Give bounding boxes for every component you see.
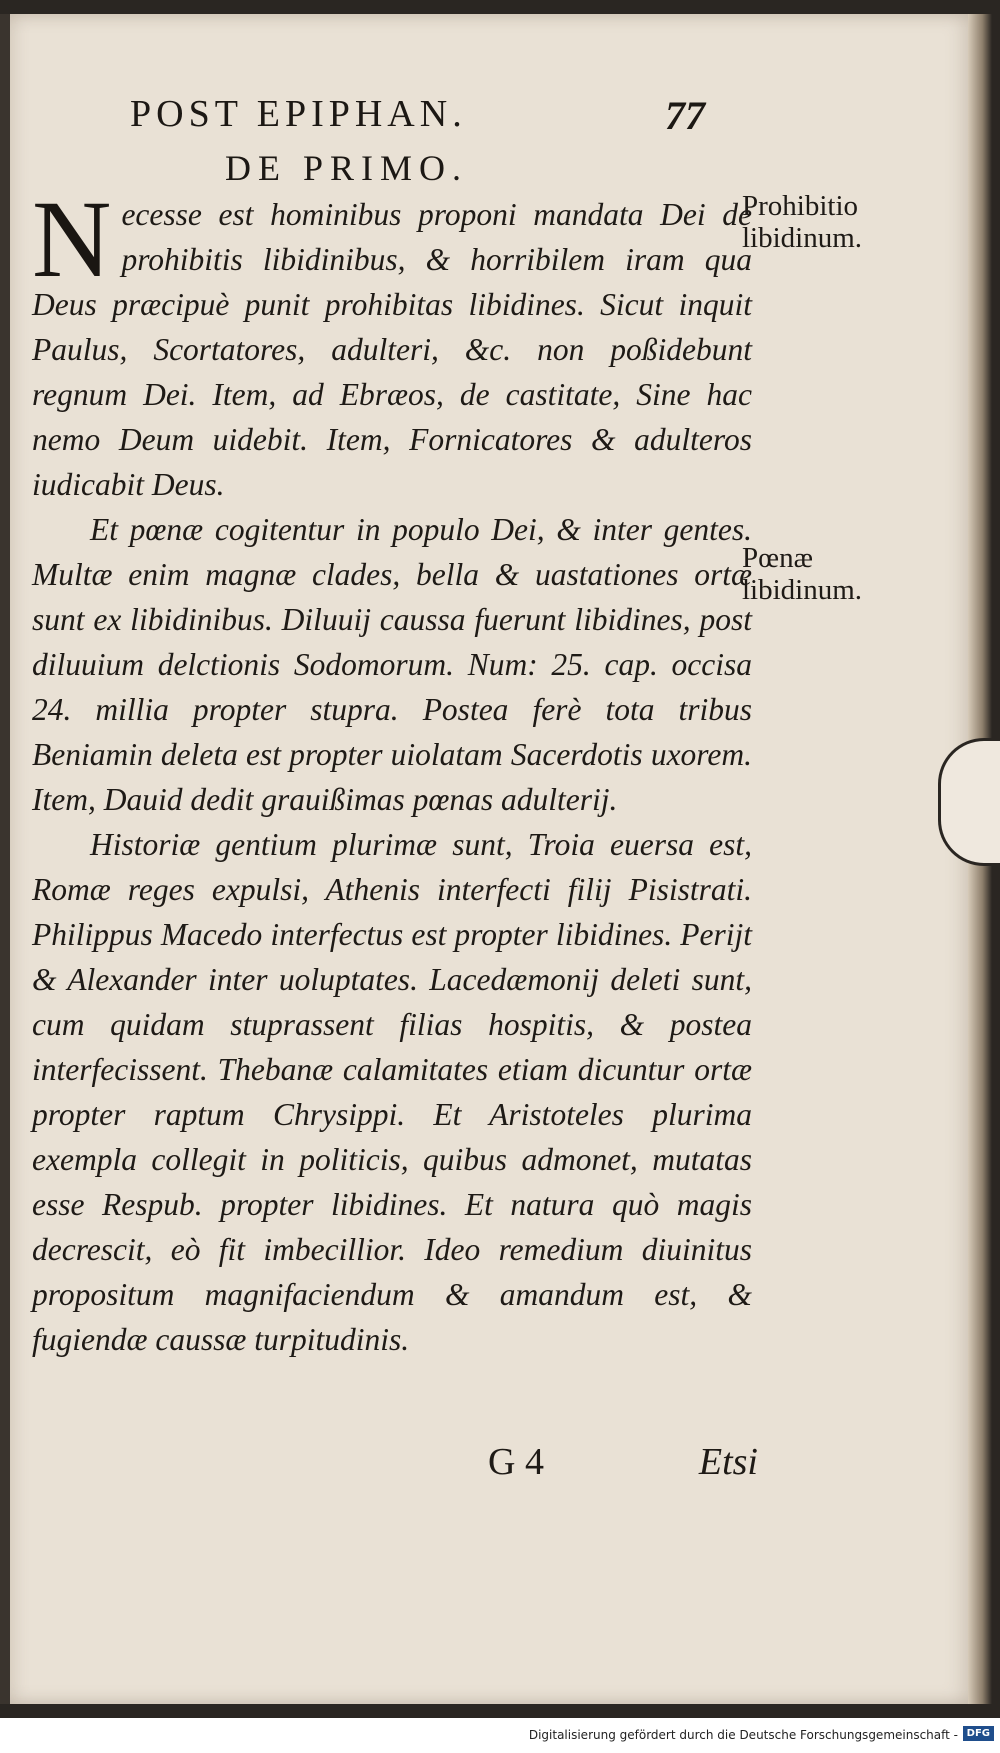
catchword: Etsi	[698, 1441, 758, 1483]
marginal-note-prohibitio: Prohibitio libidinum.	[742, 190, 863, 254]
catchline	[488, 1440, 758, 1484]
attribution-text: Digitalisierung gefördert durch die Deutsche Forschungsgemeinschaft -	[528, 1728, 958, 1742]
paragraph-2: Et pœnæ cogitentur in populo Dei, & inter gentes. Multæ enim magnæ clades, bella & uastationes ortæ sunt ex libidinibus. Diluuij caussa fuerunt libidines, post diluuium delctionis Sodomorum. Num: 25. cap. occisa 24. millia propter stupra. Postea ferè tota tribus Beniamin deleta est propter uiolatam Sacerdotis uxorem. Item, Dauid dedit grauißimas pœnas adulterij.	[32, 512, 752, 817]
signature-mark: G 4	[488, 1441, 544, 1483]
dfg-logo-icon: DFG	[963, 1726, 994, 1741]
running-title: POST EPIPHAN.	[130, 93, 467, 135]
page-number: 77	[665, 93, 705, 138]
main-text-block	[32, 178, 752, 1362]
marginal-note-poenae: Pœnæ libidinum.	[742, 542, 863, 606]
paragraph-3: Historiæ gentium plurimæ sunt, Troia euersa est, Romæ reges expulsi, Athenis interfecti filij Pisistrati. Philippus Macedo interfectus est propter libidines. Perijt & Alexander inter uoluptates. Lacedæmonij deleti sunt, cum quidam stuprassent filias hospitis, & postea interfecissent. Thebanæ calamitates etiam dicuntur ortæ propter raptum Chrysippi. Et Aristoteles plurima exempla collegit in politicis, quibus admonet, mutatas esse Respub. propter libidines. Et natura quò magis decrescit, eò fit imbecillior. Ideo remedium diuinitus propositum magnifaciendum & amandum est, & fugiendæ caussæ turpitudinis.	[32, 827, 752, 1357]
paragraph-1: Necesse est hominibus proponi mandata Dei de prohibitis libidinibus, & horribilem iram qua Deus præcipuè punit prohibitas libidines. Sicut inquit Paulus, Scortatores, adulteri, &c. non poßidebunt regnum Dei. Item, ad Ebræos, de castitate, Sine hac nemo Deum uidebit. Item, Fornicatores & adulteros iudicabit Deus.	[32, 178, 752, 502]
section-title: DE PRIMO.	[225, 148, 469, 188]
page-gutter	[0, 14, 10, 1704]
thumb-index-tab	[938, 738, 1000, 866]
